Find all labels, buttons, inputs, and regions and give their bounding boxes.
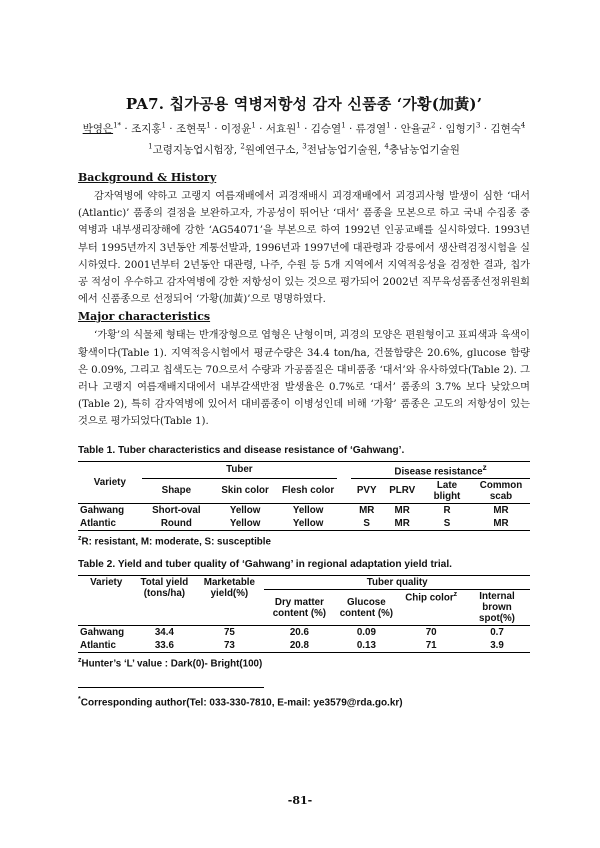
table1-row	[78, 517, 530, 531]
author-name: 김승열	[310, 123, 342, 135]
affiliation-name: 원예연구소,	[244, 144, 303, 156]
table1-cell-variety: Gahwang	[80, 504, 125, 516]
table1-cell-shape: Short-oval	[152, 504, 201, 516]
author-list	[78, 121, 530, 136]
table2-row	[78, 626, 530, 640]
table1-col-plrv: PLRV	[389, 485, 416, 497]
author-separator: ·	[210, 123, 221, 135]
table2-cell-dry: 20.8	[289, 640, 309, 652]
author-separator: ·	[480, 123, 491, 135]
paper-title: PA7. 칩가공용 역병저항성 감자 신품종 ‘가황(加黃)’	[125, 95, 483, 113]
author-affil-mark: 1	[341, 121, 346, 130]
affiliation-name: 충남농업기술원	[388, 144, 460, 156]
table2-col-marketable: Marketable yield(%)	[194, 576, 264, 626]
table2-col-glucose: Glucose content (%)	[339, 596, 394, 619]
table1-cell-scab: MR	[493, 504, 509, 516]
table2-col-brown: Internal brown spot(%)	[479, 591, 515, 625]
table1-col-flesh: Flesh color	[281, 485, 335, 497]
author-separator: ·	[165, 123, 176, 135]
author-affil-mark: 4	[520, 121, 526, 130]
table2-cell-total: 33.6	[154, 640, 174, 652]
author-name: 서효원	[265, 123, 297, 135]
table1-cell-plrv: MR	[394, 504, 410, 516]
section-heading-major: Major characteristics	[78, 310, 211, 324]
table1-caption: Table 1. Tuber characteristics and disease resistance of ‘Gahwang’.	[78, 444, 405, 456]
table2-cell-chip: 70	[425, 627, 437, 639]
table2	[78, 575, 530, 653]
author-affil-mark: 1	[296, 121, 301, 130]
table1-cell-variety: Atlantic	[80, 517, 116, 529]
table2-cell-dry: 20.6	[289, 627, 309, 639]
table2-col-variety: Variety	[78, 576, 134, 626]
table2-col-chip: Chip color$^z$	[405, 591, 458, 604]
table1-col-skin: Skin color	[221, 485, 269, 497]
affiliation-name: 고령지농업시험장,	[152, 144, 241, 156]
author-separator: ·	[300, 123, 311, 135]
author-affil-mark: 1	[206, 121, 211, 130]
table1	[78, 461, 530, 531]
table2-cell-brown: 0.7	[490, 627, 504, 639]
affiliation-mark: 3	[302, 142, 307, 151]
author-affil-mark: 1	[161, 121, 166, 130]
background-paragraph: 감자역병에 약하고 고랭지 여름재배에서 괴경재배시 괴경재배에서 괴경괴사형 발생이 심한 ‘대서(Atlantic)’ 품종의 결점을 보완하고자, 가공성이 뛰어난 ‘대서’ 품종을 모본으로 하고 국내 수집종 중 역병과 내부생리장해에 강한 ‘AG54071’을 부본으로 하여 1992년 인공교배를 실시하였다. 1993년부터 1995년까지 3년동안 계통선발과, 1996년과 1997년에 대관령과 강릉에서 생산력검정시험을 실시하였다. 2001년부터 2년동안 대관령, 나주, 수원 등 5개 지역에서 지역적응성을 검정한 결과, 칩가공 적성이 우수하고 감자역병에 강한 저항성이 있는 것으로 평가되어 2002년 직무육성품종선정위원회에서 신품종으로 선정되어 ‘가황(加黃)’으로 명명하였다.	[78, 191, 530, 306]
author-name: 안율균	[400, 123, 432, 135]
table1-cell-plrv: MR	[394, 517, 410, 529]
table2-col-dry: Dry matter content (%)	[272, 596, 327, 619]
table1-header-disease: Disease resistance$^z$	[351, 461, 530, 478]
table1-cell-flesh: Yellow	[292, 504, 324, 516]
corresponding-author: *Corresponding author(Tel: 033-330-7810, E-mail: ye3579@rda.go.kr)	[78, 696, 403, 709]
author-name: 박영은	[82, 123, 114, 135]
author-affil-mark: 3	[475, 121, 481, 130]
affiliation-name: 전남농업기술원,	[306, 144, 385, 156]
table1-col-late: Late blight	[433, 479, 461, 502]
author-name: 이정윤	[220, 123, 252, 135]
author-separator: ·	[121, 123, 132, 135]
table1-cell-late: S	[443, 517, 451, 529]
table1-cell-shape: Round	[160, 517, 192, 529]
table2-cell-variety: Gahwang	[80, 627, 125, 639]
table1-footnote: $^z$R: resistant, M: moderate, S: susceptible	[78, 534, 271, 548]
section-heading-background: Background & History	[78, 171, 217, 184]
author-affil-mark: 1	[251, 121, 256, 130]
table1-header-variety: Variety	[78, 461, 142, 503]
table1-cell-flesh: Yellow	[292, 517, 324, 529]
table2-caption: Table 2. Yield and tuber quality of ‘Gahwang’ in regional adaptation yield trial.	[78, 559, 452, 571]
table2-col-total: Total yield (tons/ha)	[134, 576, 194, 626]
author-separator: ·	[255, 123, 266, 135]
table2-header-quality: Tuber quality	[264, 576, 530, 590]
author-name: 류경열	[355, 123, 387, 135]
table1-row	[78, 503, 530, 517]
table1-cell-pvy: S	[363, 517, 370, 529]
affiliation-mark: 4	[384, 142, 389, 151]
table2-cell-glucose: 0.13	[356, 640, 376, 652]
table2-cell-chip: 71	[425, 640, 437, 652]
table2-cell-total: 34.4	[154, 627, 174, 639]
table1-cell-late: R	[443, 504, 451, 516]
page-number: -81-	[287, 794, 313, 807]
table2-cell-brown: 3.9	[490, 640, 504, 652]
table1-col-scab: Common scab	[479, 479, 523, 502]
author-affil-mark: 2	[431, 121, 436, 130]
author-name: 임형기	[445, 123, 476, 135]
footnote-separator	[78, 687, 264, 688]
major-paragraph: ‘가황’의 식물체 형태는 반개장형으로 엽형은 난형이며, 괴경의 모양은 편원형이고 표피색과 육색이 황색이다(Table 1). 지역적응시험에서 평균수량은 34.4 ton/ha, 건물함량은 20.6%, glucose 함량은 0.09%, 그리고 칩색도는 70으로서 수량과 가공품질은 대비품종 ‘대서’와 유사하였다(Table 2). 그러나 고랭지 여름재배지대에서 내부갈색반점 발생율은 0.7%로 ‘대서’ 품종의 3.7% 보다 낮았으며(Table 2), 특히 감자역병에 있어서 대비품종이 이병성인데 비해 ‘가황’ 품종은 고도의 저항성이 있는 것으로 평가되었다(Table 1).	[78, 330, 530, 428]
table2-cell-marketable: 73	[223, 640, 235, 652]
table2-footnote: $^z$Hunter’s ‘L’ value : Dark(0)- Bright(100)	[78, 657, 263, 670]
author-name: 조현묵	[175, 123, 207, 135]
table2-row	[78, 639, 530, 653]
author-name: 조지홍	[131, 123, 162, 135]
author-separator: ·	[435, 123, 446, 135]
author-name: 김현숙	[490, 123, 521, 135]
affiliation-mark: 2	[240, 142, 245, 151]
table2-cell-glucose: 0.09	[356, 627, 376, 639]
table1-col-pvy: PVY	[356, 485, 377, 497]
author-separator: ·	[345, 123, 356, 135]
table2-cell-marketable: 75	[223, 627, 235, 639]
author-affil-mark: 1	[386, 121, 391, 130]
table1-col-shape: Shape	[161, 485, 192, 497]
table2-cell-variety: Atlantic	[80, 640, 116, 652]
table1-cell-pvy: MR	[359, 504, 375, 516]
table1-header-tuber: Tuber	[142, 461, 337, 478]
affiliation-mark: 1	[148, 142, 153, 151]
author-separator: ·	[390, 123, 401, 135]
author-affil-mark: 1*	[113, 121, 122, 130]
table1-cell-skin: Yellow	[229, 517, 261, 529]
table1-cell-skin: Yellow	[229, 504, 261, 516]
affiliation-list	[78, 142, 530, 157]
table1-cell-scab: MR	[493, 517, 509, 529]
